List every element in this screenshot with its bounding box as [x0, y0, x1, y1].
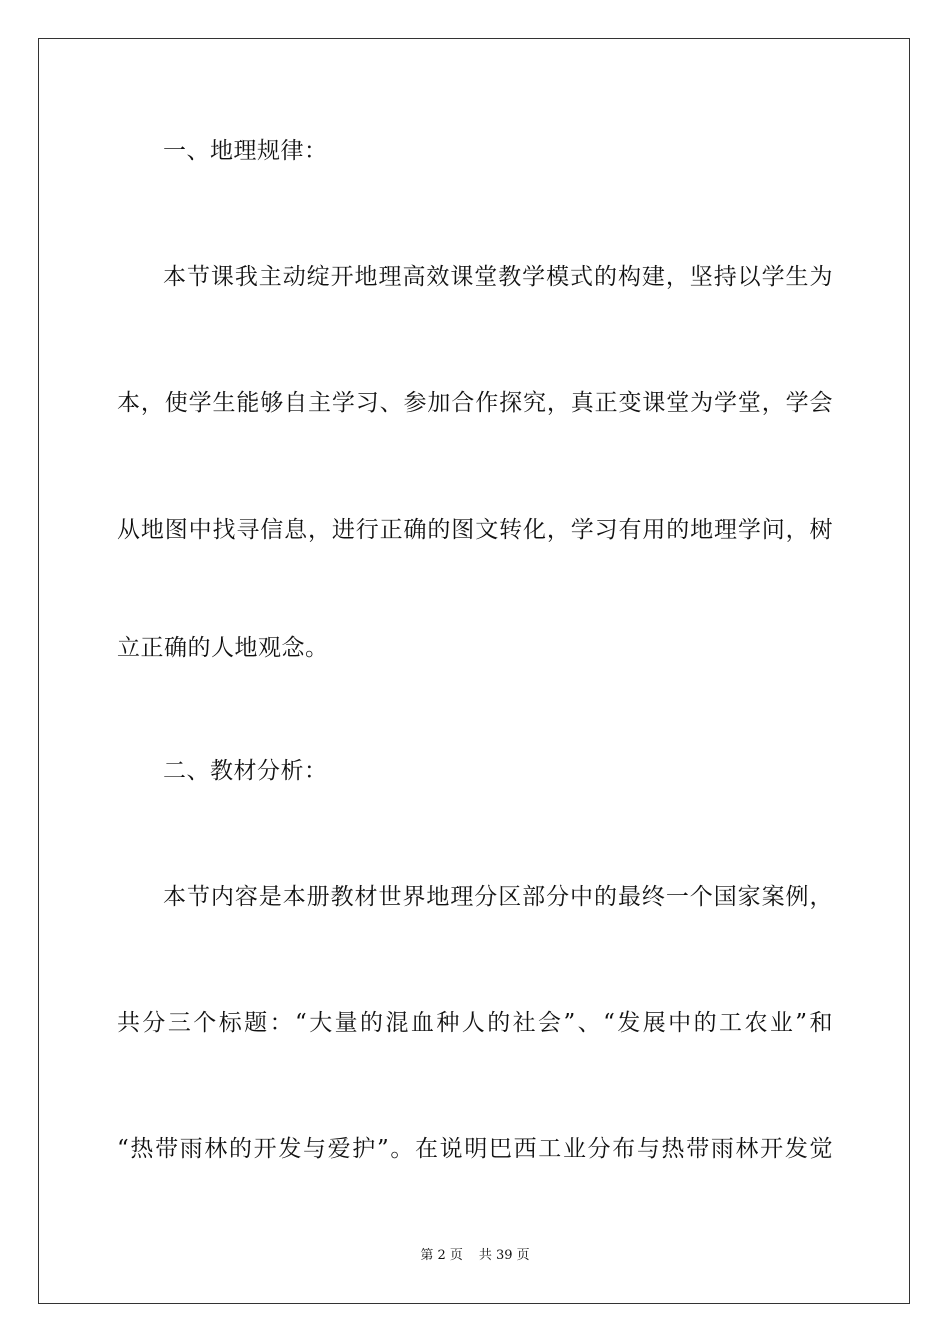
paragraph-line: 本节课我主动绽开地理高效课堂教学模式的构建，坚持以学生为: [163, 264, 833, 290]
paragraph-line: 从地图中找寻信息，进行正确的图文转化，学习有用的地理学问，树: [117, 517, 833, 543]
heading-geography-rules: 一、地理规律：: [163, 138, 328, 164]
paragraph-line: 本节内容是本册教材世界地理分区部分中的最终一个国家案例，: [163, 884, 833, 910]
heading-textbook-analysis: 二、教材分析：: [163, 758, 328, 784]
page-number: 第 2 页: [420, 1248, 463, 1263]
page-footer: [0, 1246, 950, 1266]
paragraph-line: “热带雨林的开发与爱护”。在说明巴西工业分布与热带雨林开发觉: [117, 1136, 833, 1162]
paragraph-line: 本，使学生能够自主学习、参加合作探究，真正变课堂为学堂，学会: [117, 390, 833, 416]
page-total: 共 39 页: [478, 1248, 530, 1263]
paragraph-line: 立正确的人地观念。: [117, 635, 329, 661]
page-border: [38, 38, 910, 1304]
paragraph-line: 共分三个标题：“大量的混血种人的社会”、“发展中的工农业”和: [117, 1010, 833, 1036]
